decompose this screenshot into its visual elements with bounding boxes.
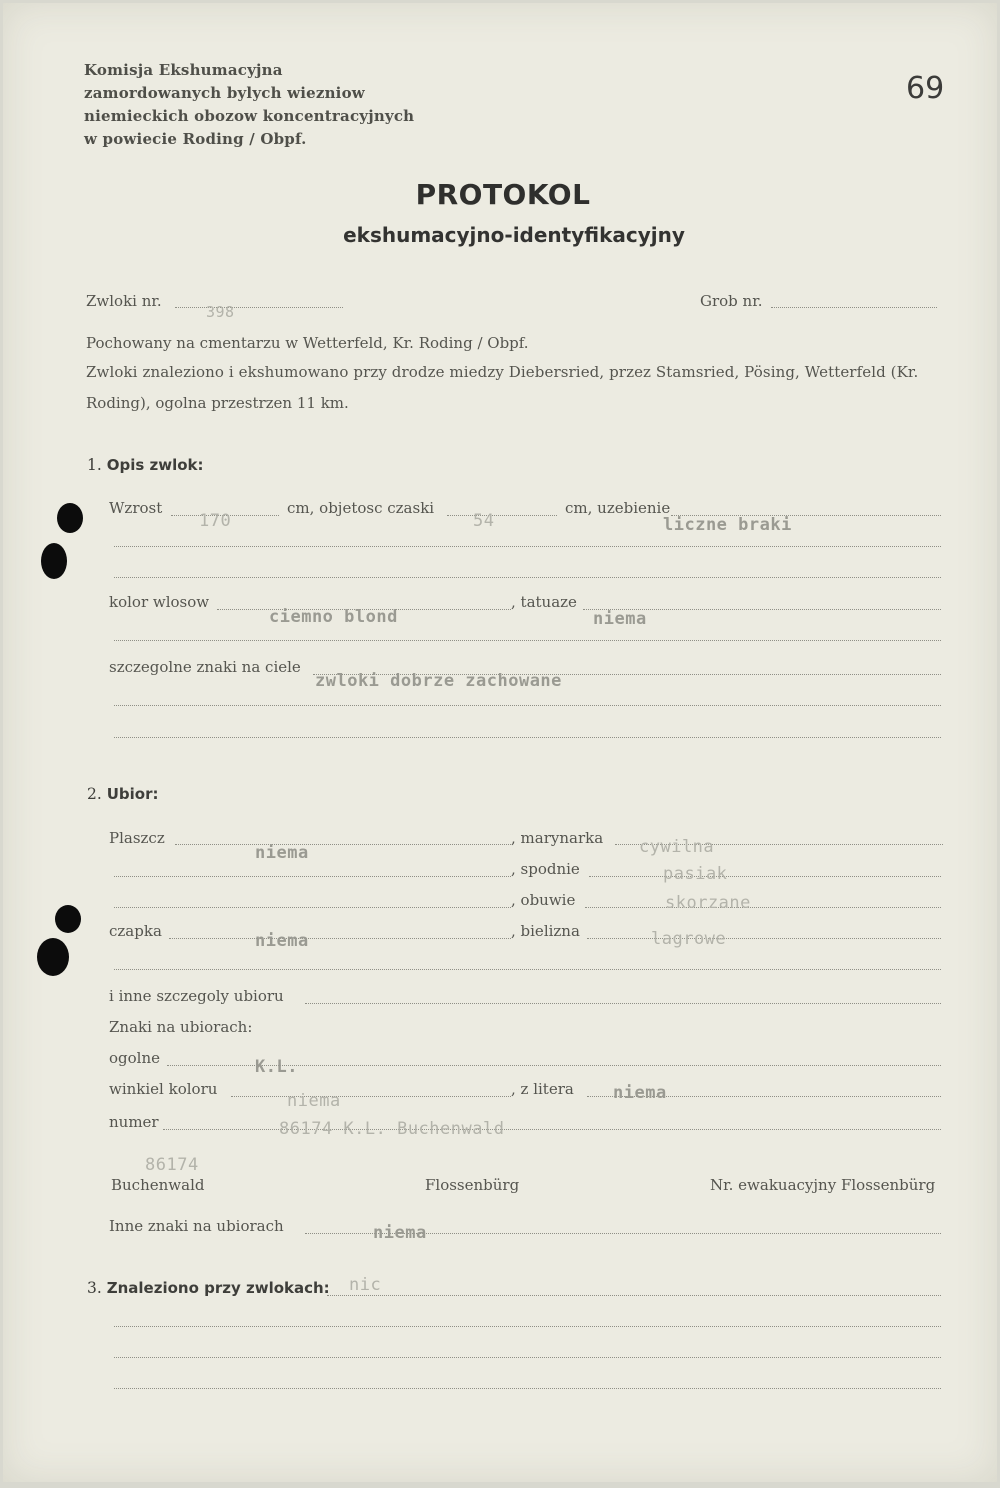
kolor-value: ciemno blond xyxy=(269,607,398,627)
zwloki-line xyxy=(175,306,343,308)
spodnie-line xyxy=(589,875,941,877)
spodnie-value: pasiak xyxy=(663,864,728,884)
blank-line-1 xyxy=(114,545,941,547)
objetosc-label: cm, objetosc czaski xyxy=(287,499,435,517)
protocol-page xyxy=(3,3,997,1482)
document-title: PROTOKOL xyxy=(415,178,591,211)
obuwie-line xyxy=(585,906,941,908)
org-line-2: zamordowanych bylych wiezniow xyxy=(84,84,365,102)
punch-hole-3 xyxy=(55,905,81,933)
section-3-title: Znaleziono przy zwlokach: xyxy=(106,1279,330,1297)
znaki-ciele-value: zwloki dobrze zachowane xyxy=(315,671,562,691)
obuwie-value: skorzane xyxy=(665,893,751,913)
section-2-title: Ubior: xyxy=(106,785,159,803)
document-subtitle: ekshumacyjno-identyfikacyjny xyxy=(343,223,685,247)
wzrost-value: 170 xyxy=(199,511,232,531)
blank-line-6 xyxy=(114,968,941,970)
org-line-4: w powiecie Roding / Obpf. xyxy=(84,130,307,148)
punch-hole-2 xyxy=(41,543,67,579)
numer-label: numer xyxy=(109,1113,159,1131)
org-line-3: niemieckich obozow koncentracyjnych xyxy=(84,107,415,125)
org-line-1: Komisja Ekshumacyjna xyxy=(84,61,283,79)
ogolne-value: K.L. xyxy=(255,1057,298,1077)
litera-value: niema xyxy=(613,1083,667,1103)
zwloki-label: Zwloki nr. xyxy=(86,292,162,310)
blank-line-9 xyxy=(114,1387,941,1389)
section-2-heading xyxy=(87,785,159,803)
section-3-heading xyxy=(87,1279,330,1297)
wzrost-label: Wzrost xyxy=(109,499,163,517)
bielizna-value: lagrowe xyxy=(651,929,727,949)
obuwie-left-line xyxy=(114,906,511,908)
buchenwald-number: 86174 xyxy=(145,1155,199,1175)
section-2-number: 2. xyxy=(87,785,102,803)
plaszcz-value: niema xyxy=(255,843,309,863)
section-3-number: 3. xyxy=(87,1279,102,1297)
inne-szczegoly-line xyxy=(305,1002,941,1004)
zwloki-value: 398 xyxy=(206,303,235,321)
grob-line xyxy=(771,306,937,308)
znaki-ciele-label: szczegolne znaki na ciele xyxy=(109,658,301,676)
blank-line-4 xyxy=(114,704,941,706)
litera-label: , z litera xyxy=(511,1080,574,1098)
ogolne-label: ogolne xyxy=(109,1049,160,1067)
found-text-line-2: Roding), ogolna przestrzen 11 km. xyxy=(86,394,349,412)
czapka-line xyxy=(169,937,511,939)
znaki-na-ubiorach-label: Znaki na ubiorach: xyxy=(109,1018,253,1036)
found-text-line-1: Zwloki znaleziono i ekshumowano przy drodze miedzy Diebersried, przez Stamsried, Pösing, Wetterfeld (Kr. xyxy=(86,363,919,381)
spodnie-label: , spodnie xyxy=(511,860,580,878)
blank-line-7 xyxy=(114,1325,941,1327)
blank-line-8 xyxy=(114,1356,941,1358)
tatuaze-label: , tatuaze xyxy=(511,593,577,611)
uzebienie-value: liczne braki xyxy=(663,515,792,535)
section-1-heading xyxy=(87,456,204,474)
buchenwald-label: Buchenwald xyxy=(111,1176,205,1194)
inne-znaki-value: niema xyxy=(373,1223,427,1243)
buried-text: Pochowany na cmentarzu w Wetterfeld, Kr. Roding / Obpf. xyxy=(86,334,529,352)
objetosc-line xyxy=(447,514,557,516)
blank-line-5 xyxy=(114,736,941,738)
czapka-value: niema xyxy=(255,931,309,951)
bielizna-line xyxy=(587,937,941,939)
blank-line-3 xyxy=(114,639,941,641)
winkiel-line xyxy=(231,1095,511,1097)
section-3-line xyxy=(327,1294,941,1296)
blank-line-2 xyxy=(114,576,941,578)
organization-header xyxy=(84,59,414,151)
plaszcz-extra-line xyxy=(114,875,511,877)
section-1-number: 1. xyxy=(87,456,102,474)
winkiel-value: niema xyxy=(287,1091,341,1111)
page-number: 69 xyxy=(906,71,945,106)
objetosc-value: 54 xyxy=(473,511,495,531)
kolor-label: kolor wlosow xyxy=(109,593,210,611)
plaszcz-line xyxy=(175,843,511,845)
punch-hole-4 xyxy=(37,938,69,976)
czapka-label: czapka xyxy=(109,922,162,940)
ewakuacyjny-label: Nr. ewakuacyjny Flossenbürg xyxy=(710,1176,936,1194)
plaszcz-label: Plaszcz xyxy=(109,829,165,847)
obuwie-label: , obuwie xyxy=(511,891,576,909)
inne-szczegoly-label: i inne szczegoly ubioru xyxy=(109,987,284,1005)
inne-znaki-label: Inne znaki na ubiorach xyxy=(109,1217,284,1235)
tatuaze-value: niema xyxy=(593,609,647,629)
marynarka-label: , marynarka xyxy=(511,829,604,847)
bielizna-label: , bielizna xyxy=(511,922,580,940)
uzebienie-label: cm, uzebienie xyxy=(565,499,671,517)
winkiel-label: winkiel koloru xyxy=(109,1080,218,1098)
section-3-value: nic xyxy=(349,1275,382,1295)
numer-value: 86174 K.L. Buchenwald xyxy=(279,1119,505,1139)
punch-hole-1 xyxy=(57,503,83,533)
grob-label: Grob nr. xyxy=(700,292,763,310)
flossenburg-label: Flossenbürg xyxy=(425,1176,520,1194)
section-1-title: Opis zwlok: xyxy=(106,456,204,474)
marynarka-value: cywilna xyxy=(639,837,715,857)
